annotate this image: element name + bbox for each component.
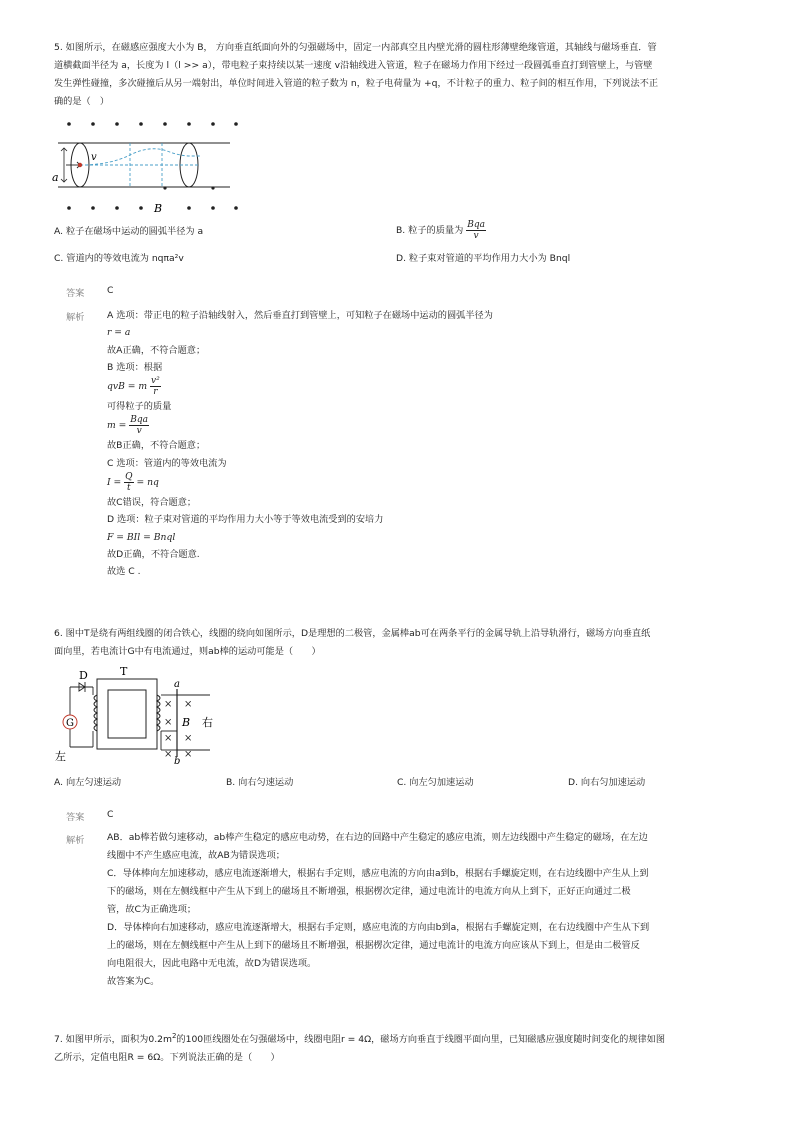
q6-label-left: 左: [55, 750, 66, 763]
q5-eq-left: qvB = m: [107, 381, 148, 393]
q6-label-a: a: [174, 679, 180, 690]
q6-option-c: C. 向左匀加速运动: [397, 777, 474, 788]
q5-eq-left: I =: [107, 477, 122, 489]
q7-stem-line-1: [54, 1027, 665, 1049]
q6-answer: C: [107, 809, 114, 820]
q7-stem-part: 7. 如图甲所示，面积为0.2m: [54, 1034, 172, 1046]
q6-answer-label: 答案: [66, 812, 85, 823]
q6-analysis-label: 解析: [66, 835, 85, 846]
q5-label-B: B: [154, 202, 163, 215]
q5-stem-line-2: 道横截面半径为 a，长度为 l（l >> a），带电粒子束持续以某一速度 v沿轴线进入管道，粒子在磁场力作用下经过一段圆弧垂直打到管壁上，与管壁: [54, 60, 653, 71]
q6-label-B: B: [182, 716, 191, 729]
q5-option-c: C. 管道内的等效电流为 nqπa²v: [54, 253, 184, 264]
q5-eq-num: Q: [125, 472, 133, 483]
q5-analysis-line: 故C错误，符合题意；: [107, 497, 197, 509]
q5-eq-right: = nq: [136, 477, 159, 489]
q5-field-dots: [67, 122, 238, 210]
q6-option-a: A. 向左匀速运动: [54, 777, 122, 788]
q7-stem: [54, 1027, 665, 1067]
q5-analysis-equation: [107, 472, 493, 494]
q6-label-G: G: [66, 718, 74, 729]
svg-text:×: ×: [184, 749, 193, 760]
q6-analysis-line: D．导体棒向右加速移动，感应电流逐渐增大，根据右手定则，感应电流的方向由b到a，根据右手螺旋定则，在右边线圈中产生从下到: [107, 922, 650, 933]
q5-analysis-line: 故选 C .: [107, 566, 141, 578]
svg-text:×: ×: [164, 733, 173, 744]
q6-analysis-line: AB．ab棒若做匀速移动，ab棒产生稳定的感应电动势，在右边的回路中产生稳定的感应电流，则左边线圈中产生稳定的磁场，在左边: [107, 832, 648, 843]
q5-analysis-line: B 选项：根据: [107, 361, 163, 373]
q5-stem-line-1: 5. 如图所示，在磁感应强度大小为 B， 方向垂直纸面向外的匀强磁场中，固定一内部真空且内壁光滑的圆柱形薄壁绝缘管道，其轴线与磁场垂直．管: [54, 42, 657, 53]
q5-analysis-line: F = BIl = Bnql: [107, 531, 176, 543]
svg-text:×: ×: [164, 699, 173, 710]
q6-analysis-line: 向电阻很大，因此电路中无电流，故D为错误选项。: [107, 958, 317, 969]
q7-stem-line-2: 乙所示，定值电阻R = 6Ω。下列说法正确的是（ ）: [54, 1052, 280, 1064]
svg-text:×: ×: [184, 733, 193, 744]
q6-analysis-line: 管，故C为正确选项；: [107, 904, 197, 915]
q6-analysis-line: 故答案为C。: [107, 976, 160, 987]
q5-stem-line-3: 发生弹性碰撞，多次碰撞后从另一端射出，单位时间进入管道的粒子数为 n，粒子电荷量为 +q，不计粒子的重力、粒子间的相互作用，下列说法不正: [54, 78, 659, 89]
q5-analysis-line: 可得粒子的质量: [107, 401, 172, 413]
q6-option-d: D. 向右匀加速运动: [568, 777, 646, 788]
q5-eq-num: v²: [151, 376, 160, 387]
q6-analysis-line: 下的磁场，则在左侧线框中产生从下到上的磁场且不断增强，根据楞次定律，通过电流计的电流方向从上到下，正好正向通过二极: [107, 886, 631, 897]
q5-analysis-line: 故D正确，不符合题意.: [107, 548, 200, 560]
q5-analysis-equation: [107, 415, 493, 437]
q5-stem-line-4: 确的是（ ）: [54, 96, 110, 107]
q5-eq-fraction: [150, 376, 161, 397]
q5-option-b-den: v: [473, 231, 479, 241]
q5-analysis-equation: [107, 376, 493, 398]
q5-analysis-label: 解析: [66, 312, 85, 323]
svg-text:×: ×: [184, 699, 193, 710]
q7-stem-sup: 2: [171, 1032, 177, 1040]
q5-option-a: A. 粒子在磁场中运动的圆弧半径为 a: [54, 226, 204, 237]
q5-eq-left: m =: [107, 420, 127, 432]
q5-eq-den: r: [153, 387, 158, 398]
q7-stem-part: 的100匝线圈处在匀强磁场中，线圈电阻r = 4Ω，磁场方向垂直于线圈平面向里，已知磁感应强度随时间变化的规律如图: [176, 1034, 666, 1046]
q6-figure-circuit: [52, 665, 222, 765]
q5-eq-den: v: [136, 426, 142, 437]
q5-option-b-text: B. 粒子的质量为: [396, 225, 464, 236]
svg-text:×: ×: [164, 717, 173, 728]
q5-option-b-num: Bqa: [467, 220, 485, 230]
q6-stem: [54, 625, 650, 661]
q6-field-crosses: [164, 699, 192, 760]
q6-analysis-line: 线圈中不产生感应电流，故AB为错误选项；: [107, 850, 285, 861]
q5-eq-fraction: [129, 415, 149, 436]
q5-option-b-fraction: [466, 220, 486, 241]
q5-analysis: [107, 307, 493, 581]
q5-answer: C: [107, 285, 114, 296]
q5-figure-pipe: [50, 116, 240, 216]
q6-analysis-line: 上的磁场，则在左侧线框中产生从上到下的磁场且不断增强，根据楞次定律，通过电流计的电流方向应该从下到上，但是由二极管反: [107, 940, 640, 951]
q5-stem: [54, 39, 658, 111]
q5-analysis-line: r = a: [107, 327, 131, 339]
q5-eq-den: t: [127, 483, 131, 494]
q6-stem-line-1: 6. 图中T是绕有两组线圈的闭合铁心，线圈的绕向如图所示，D是理想的二极管，金属棒ab可在两条平行的金属导轨上沿导轨滑行，磁场方向垂直纸: [54, 628, 651, 639]
q6-analysis: [107, 829, 649, 991]
q6-analysis-line: C．导体棒向左加速移动，感应电流逐渐增大，根据右手定则，感应电流的方向由a到b，根据右手螺旋定则，在右边线圈中产生从上到: [107, 868, 649, 879]
q5-label-a: a: [52, 171, 59, 184]
q5-analysis-line: C 选项：管道内的等效电流为: [107, 457, 227, 469]
q5-analysis-line: A 选项：带正电的粒子沿轴线射入，然后垂直打到管壁上，可知粒子在磁场中运动的圆弧半径为: [107, 310, 493, 321]
q6-stem-line-2: 面向里，若电流计G中有电流通过，则ab棒的运动可能是（ ）: [54, 646, 321, 657]
q6-label-T: T: [120, 665, 128, 678]
q6-label-right: 右: [202, 716, 213, 729]
q6-label-D: D: [79, 669, 88, 682]
q5-eq-fraction: [124, 472, 133, 493]
q5-analysis-line: 故B正确，不符合题意；: [107, 440, 206, 452]
q5-answer-label: 答案: [66, 288, 85, 299]
q6-label-b: b: [174, 756, 181, 765]
q5-option-b: [396, 220, 486, 241]
q5-option-d: D. 粒子束对管道的平均作用力大小为 Bnql: [396, 253, 571, 264]
svg-text:×: ×: [164, 749, 173, 760]
q6-option-b: B. 向右匀速运动: [226, 777, 294, 788]
q5-analysis-line: 故A正确，不符合题意；: [107, 344, 206, 356]
q5-analysis-line: D 选项：粒子束对管道的平均作用力大小等于等效电流受到的安培力: [107, 514, 384, 526]
q5-label-v: v: [91, 152, 97, 163]
q5-eq-num: Bqa: [130, 415, 149, 426]
